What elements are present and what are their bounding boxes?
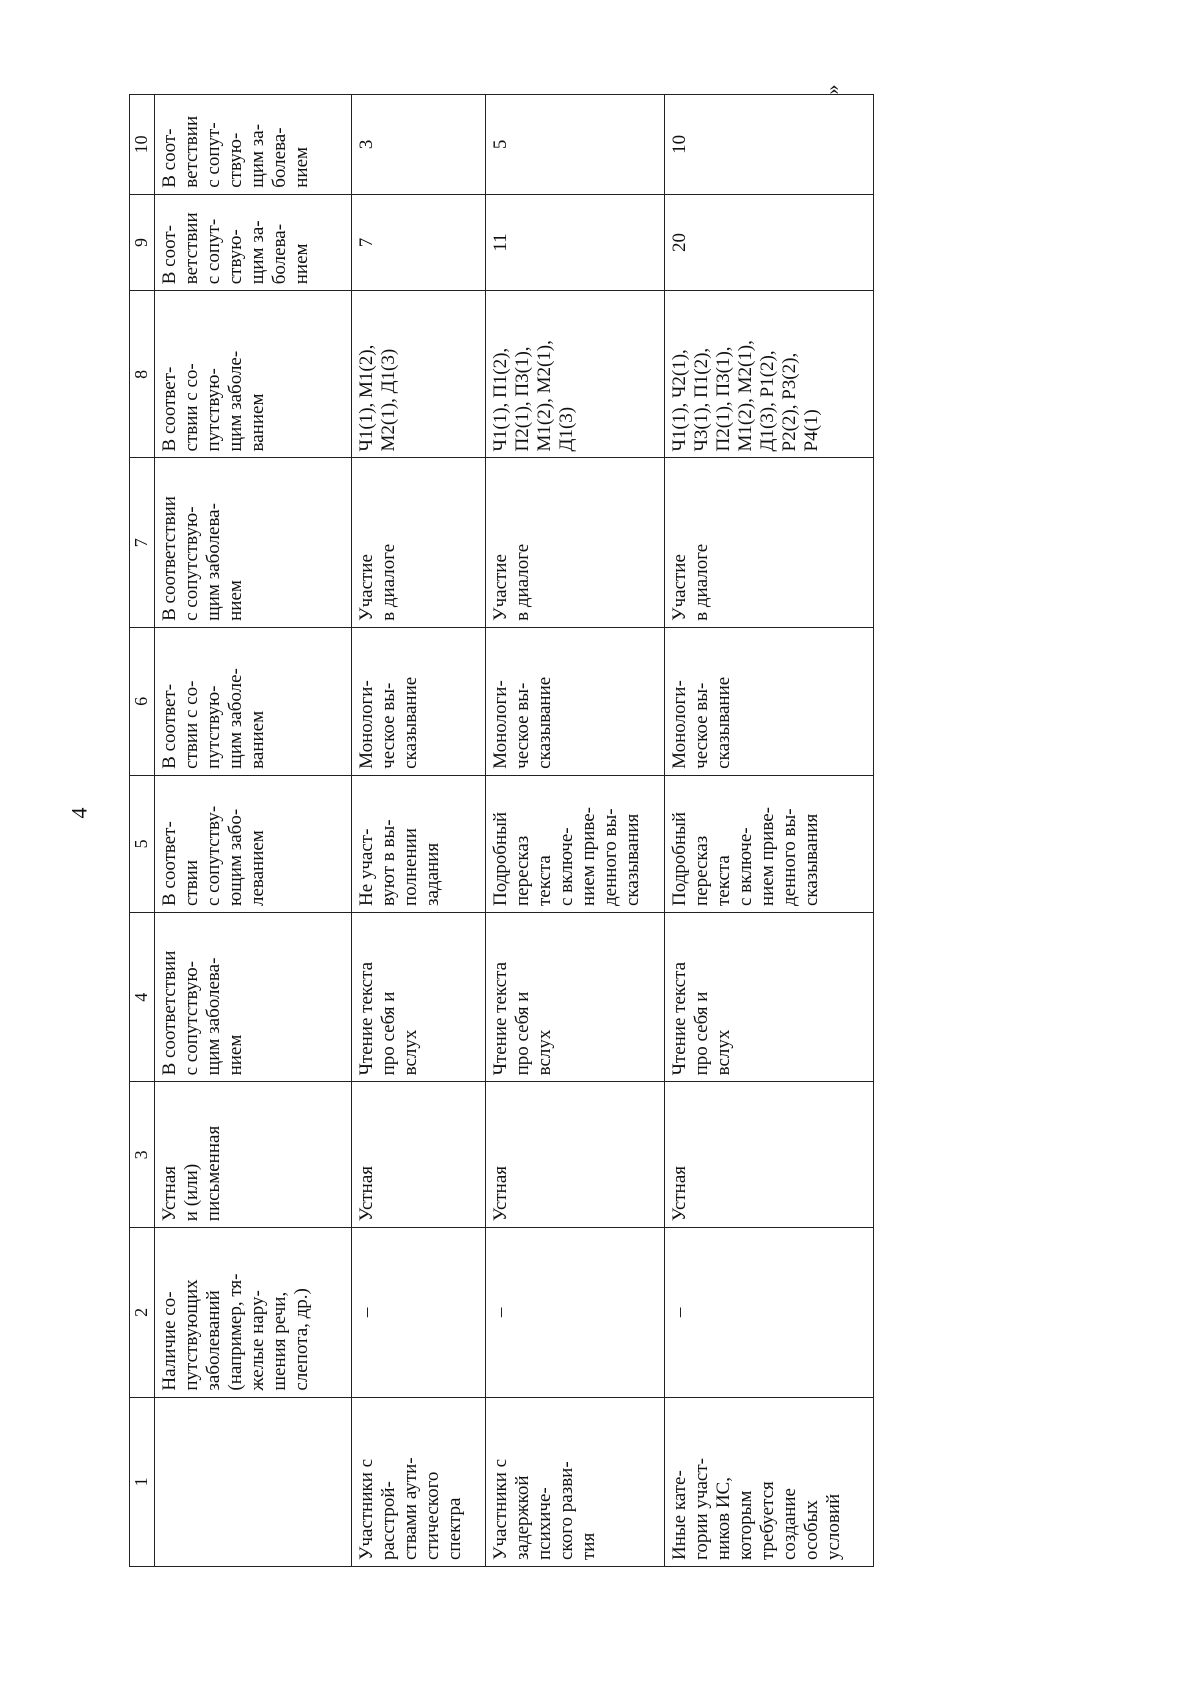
- table-row: [352, 95, 486, 1567]
- header-cell: В соответ- ствии с со- путствую- щим заболе- ванием: [155, 627, 352, 775]
- column-number: 9: [130, 194, 155, 290]
- header-cell: В соответ- ствии с со- путствую- щим заболе- ванием: [155, 291, 352, 458]
- column-number: 5: [130, 775, 155, 912]
- column-number-row: [130, 95, 155, 1567]
- header-cell: В соответ- ствии с сопутству- ющим забо- леванием: [155, 775, 352, 912]
- header-cell: Устная и (или) письменная: [155, 1082, 352, 1228]
- column-number: 8: [130, 291, 155, 458]
- table-cell: Подробный пересказ текста с включе- нием приве- денного вы- сказывания: [486, 775, 665, 912]
- table-cell: –: [352, 1228, 486, 1397]
- table-cell: Подробный пересказ текста с включе- нием приве- денного вы- сказывания: [665, 775, 874, 912]
- header-cell: В соответствии с сопутствую- щим заболева- нием: [155, 913, 352, 1082]
- table-cell: –: [665, 1228, 874, 1397]
- table-cell: Чтение текста про себя и вслух: [486, 913, 665, 1082]
- header-cell: В соот- ветствии с сопут- ствую- щим за- болева- нием: [155, 194, 352, 290]
- table-cell: Устная: [352, 1082, 486, 1228]
- table-cell: Участники с расстрой- ствами аути- стического спектра: [352, 1397, 486, 1566]
- table-cell: Ч1(1), М1(2), М2(1), Д1(3): [352, 291, 486, 458]
- column-number: 6: [130, 627, 155, 775]
- header-cell: Наличие со- путствующих заболеваний (например, тя- желые нару- шения речи, слепота, др.): [155, 1228, 352, 1397]
- table-row: [486, 95, 665, 1567]
- column-number: 10: [130, 95, 155, 195]
- table-cell: Устная: [486, 1082, 665, 1228]
- header-cell: [155, 1397, 352, 1566]
- table-cell: 7: [352, 194, 486, 290]
- column-number: 4: [130, 913, 155, 1082]
- table-cell: Ч1(1), Ч2(1), Ч3(1), П1(2), П2(1), П3(1), М1(2), М2(1), Д1(3), Р1(2), Р2(2), Р3(2), Р4(1): [665, 291, 874, 458]
- table-cell: Чтение текста про себя и вслух: [352, 913, 486, 1082]
- table-cell: Участие в диалоге: [665, 458, 874, 627]
- page-number: 4: [66, 807, 92, 819]
- table-cell: Участие в диалоге: [352, 458, 486, 627]
- table-cell: Иные кате- гории участ- ников ИС, которым требуется создание особых условий: [665, 1397, 874, 1566]
- table-cell: 20: [665, 194, 874, 290]
- table-cell: Участники с задержкой психиче- ского разви- тия: [486, 1397, 665, 1566]
- conditions-table: [129, 94, 874, 1567]
- table-cell: 10: [665, 95, 874, 195]
- header-row: [155, 95, 352, 1567]
- table-cell: –: [486, 1228, 665, 1397]
- rotated-table-container: [129, 94, 844, 1567]
- table-cell: Устная: [665, 1082, 874, 1228]
- header-cell: В соответствии с сопутствую- щим заболева- нием: [155, 458, 352, 627]
- table-cell: 3: [352, 95, 486, 195]
- column-number: 3: [130, 1082, 155, 1228]
- table-cell: 11: [486, 194, 665, 290]
- table-cell: Монологи- ческое вы- сказывание: [665, 627, 874, 775]
- table-cell: Монологи- ческое вы- сказывание: [352, 627, 486, 775]
- table-cell: Участие в диалоге: [486, 458, 665, 627]
- column-number: 1: [130, 1397, 155, 1566]
- closing-quote-mark: »: [821, 84, 844, 95]
- table-row: [665, 95, 874, 1567]
- column-number: 2: [130, 1228, 155, 1397]
- table-cell: 5: [486, 95, 665, 195]
- column-number: 7: [130, 458, 155, 627]
- table-cell: Чтение текста про себя и вслух: [665, 913, 874, 1082]
- table-cell: Ч1(1), П1(2), П2(1), П3(1), М1(2), М2(1), Д1(3): [486, 291, 665, 458]
- table-cell: Монологи- ческое вы- сказывание: [486, 627, 665, 775]
- header-cell: В соот- ветствии с сопут- ствую- щим за- болева- нием: [155, 95, 352, 195]
- table-cell: Не участ- вуют в вы- полнении задания: [352, 775, 486, 912]
